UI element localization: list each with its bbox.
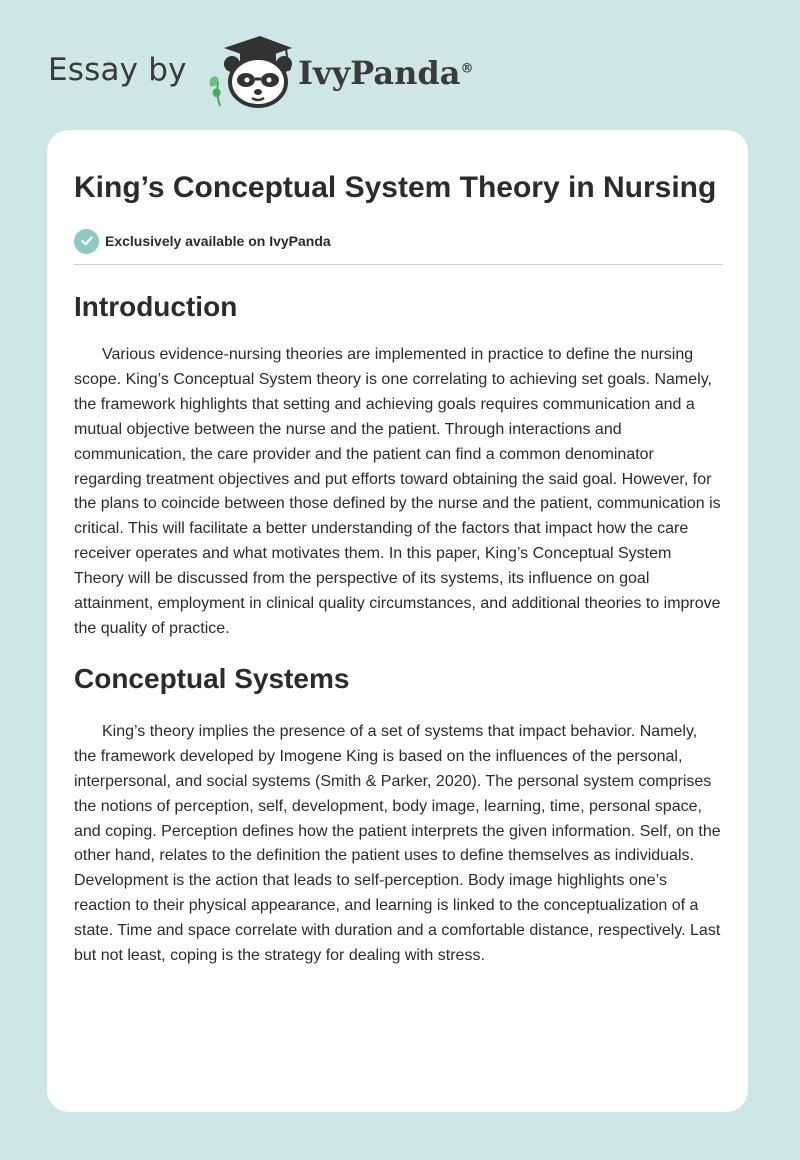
section-paragraph-introduction: Various evidence-nursing theories are implemented in practice to define the nursing scope. King’s Conceptual System theory is one correlating to achieving set goals. Namely, the framework highlights that setting and achieving goals requires communication and a mutual objective between the nurse and the patient. Through interactions and communication, the care provider and the patient can find a common denominator regarding treatment objectives and put efforts toward obtaining the said goal. However, for the plans to coincide between those defined by the nurse and the patient, communication is critical. This will facilitate a better understanding of the factors that impact how the care receiver operates and what motivates them. In this paper, King’s Conceptual System Theory will be discussed from the perspective of its systems, its influence on goal attainment, employment in clinical quality circumstances, and additional theories to improve the quality of practice.	[74, 346, 721, 637]
exclusive-badge	[74, 228, 723, 254]
section-paragraph-conceptual-systems: King’s theory implies the presence of a set of systems that impact behavior. Namely, the framework developed by Imogene King is based on the influences of the personal, interpersonal, and social systems (Smith & Parker, 2020). The personal system comprises the notions of perception, self, development, body image, learning, time, personal space, and coping. Perception defines how the patient interprets the given information. Self, on the other hand, relates to the definition the patient uses to define themselves as individuals. Development is the action that leads to self-perception. Body image highlights one’s reaction to their physical appearance, and learning is linked to the conceptualization of a state. Time and space correlate with duration and a comfortable distance, respectively. Last but not least, coping is the strategy for dealing with stress.	[74, 722, 721, 965]
essay-content	[74, 168, 723, 969]
section-heading-conceptual-systems: Conceptual Systems	[74, 662, 350, 694]
panda-logo-icon	[200, 34, 296, 110]
brand-name-text: IvyPanda	[298, 54, 461, 92]
section-heading-introduction: Introduction	[74, 291, 238, 322]
essay-title: King’s Conceptual System Theory in Nursing	[74, 171, 717, 204]
registered-mark: ®	[460, 61, 474, 77]
essay-card	[47, 130, 748, 1112]
brand-name	[298, 54, 473, 92]
brand-prefix: Essay by	[48, 52, 187, 88]
check-circle-icon	[74, 229, 99, 254]
exclusive-label: Exclusively available on IvyPanda	[105, 233, 331, 249]
title-divider	[74, 264, 723, 265]
brand-header[interactable]	[48, 34, 488, 110]
